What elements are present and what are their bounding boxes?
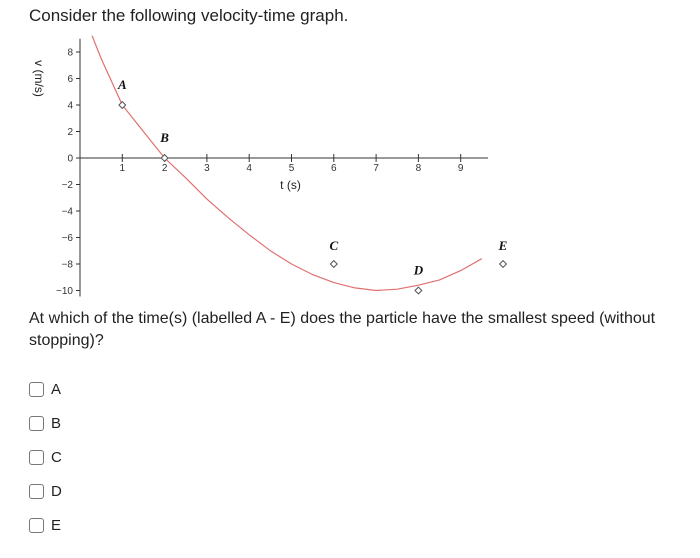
marker-point-d [415, 287, 422, 294]
option-label-c: C [51, 448, 62, 466]
x-tick-label: 9 [457, 163, 464, 174]
marker-label-d: D [413, 262, 424, 278]
question-text: At which of the time(s) (labelled A - E) does the particle have the smallest speed (without stopping)? [29, 310, 656, 349]
y-tick-label: −4 [61, 206, 73, 218]
marker-label-c: C [329, 238, 339, 253]
option-c[interactable] [29, 440, 62, 474]
y-tick-label: 2 [67, 127, 73, 138]
x-tick-label: 4 [246, 163, 252, 174]
answer-options [29, 372, 62, 542]
marker-label-a: A [117, 77, 127, 92]
x-tick-label: 6 [331, 163, 337, 174]
checkbox-d[interactable] [29, 484, 44, 499]
option-label-b: B [51, 414, 62, 432]
y-tick-label: −6 [61, 233, 73, 244]
question-prompt: Consider the following velocity-time graph. [29, 6, 349, 25]
x-tick-label: 5 [288, 163, 295, 174]
y-tick-label: 8 [67, 47, 73, 59]
y-tick-label: −2 [61, 180, 73, 191]
x-axis-title: t (s) [280, 178, 301, 192]
x-tick-label: 8 [415, 163, 422, 174]
velocity-curve [89, 28, 482, 291]
marker-label-e: E [498, 238, 508, 253]
y-tick-label: −8 [61, 259, 73, 271]
y-tick-label: 6 [67, 74, 73, 85]
option-b[interactable] [29, 406, 62, 440]
checkbox-a[interactable] [29, 382, 44, 397]
option-label-a: A [51, 380, 62, 398]
option-e[interactable] [29, 508, 62, 542]
checkbox-e[interactable] [29, 518, 44, 533]
x-tick-label: 3 [204, 163, 210, 174]
y-tick-label: 4 [67, 100, 73, 112]
checkbox-b[interactable] [29, 416, 44, 431]
option-label-d: D [51, 482, 62, 500]
marker-point-c [330, 261, 337, 268]
velocity-time-chart [0, 28, 700, 308]
checkbox-c[interactable] [29, 450, 44, 465]
x-tick-label: 7 [373, 163, 379, 174]
option-d[interactable] [29, 474, 62, 508]
option-a[interactable] [29, 372, 62, 406]
y-axis-title: v (m/s) [32, 60, 46, 97]
y-tick-label: 0 [67, 153, 73, 165]
marker-point-e [500, 261, 507, 268]
x-tick-label: 1 [119, 163, 126, 174]
marker-label-b: B [160, 130, 169, 145]
y-tick-label: −10 [56, 286, 73, 297]
x-tick-label: 2 [161, 163, 168, 174]
option-label-e: E [51, 516, 62, 534]
